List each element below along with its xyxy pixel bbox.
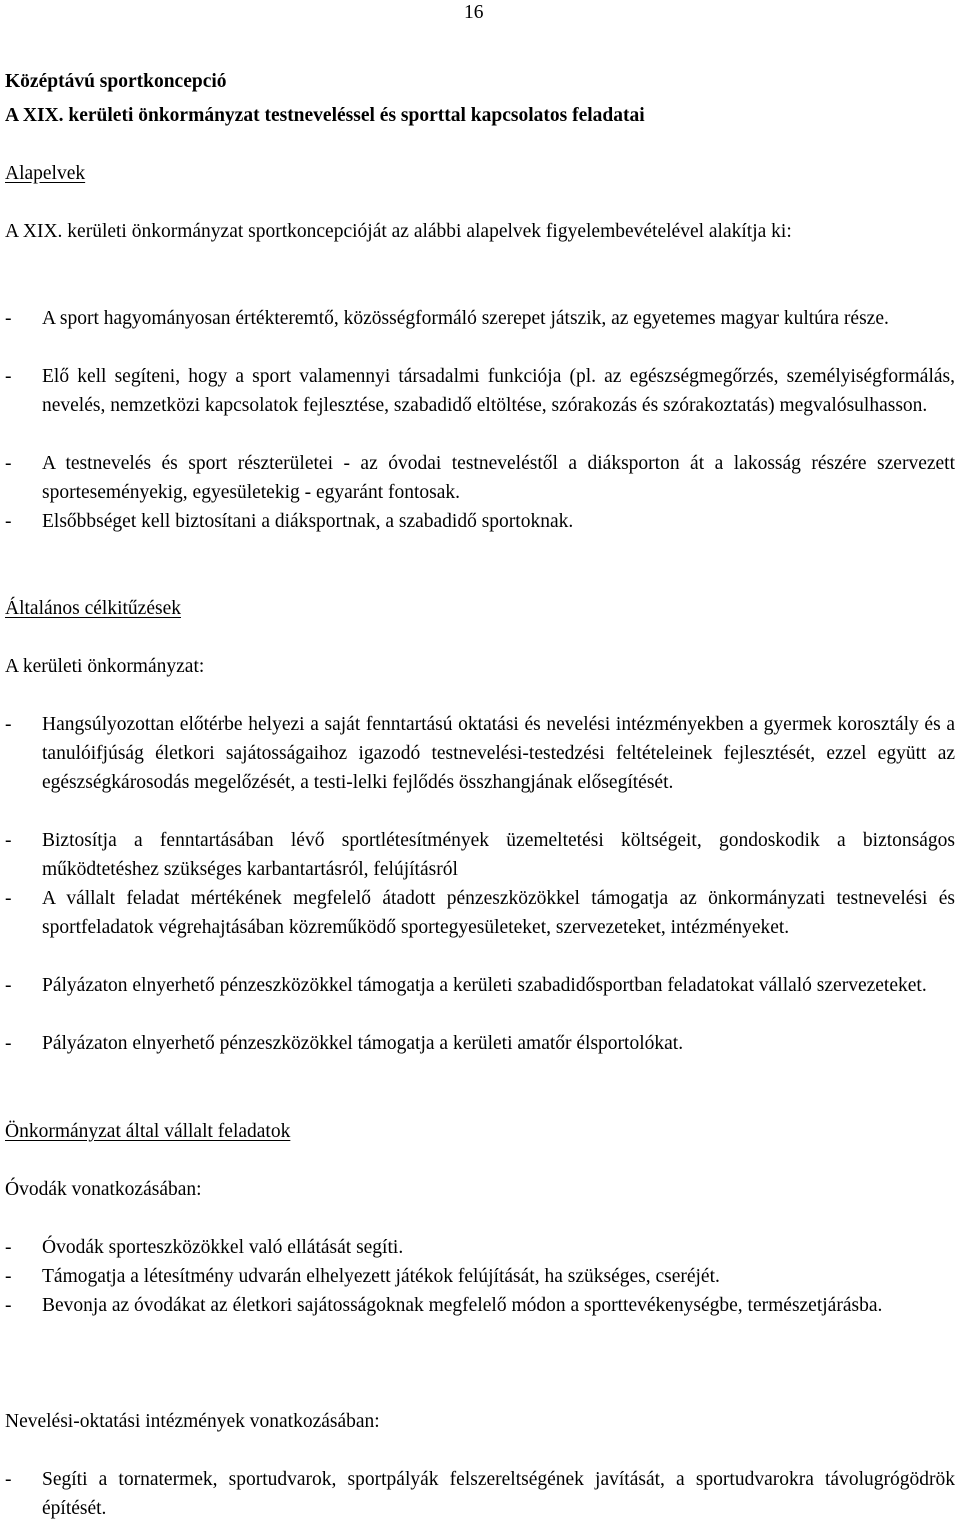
alapelvek-list-item <box>5 304 955 333</box>
list-dash: - <box>5 888 12 909</box>
list-dash: - <box>5 511 12 532</box>
list-dash: - <box>5 975 12 996</box>
ovodak-subheading: Óvodák vonatkozásában: <box>5 1179 202 1200</box>
list-item-text: A testnevelés és sport részterületei - az óvodai testneveléstől a diáksporton át a lakosság részére szervezett sporteseményekig, egyesületekig - egyaránt fontosak. <box>42 453 955 503</box>
list-dash: - <box>5 714 12 735</box>
ovodak-list-item <box>5 1262 955 1291</box>
celkituzesek-list-item <box>5 826 955 884</box>
celkituzesek-list-item <box>5 884 955 942</box>
list-item-text: Támogatja a létesítmény udvarán elhelyezett játékok felújítását, ha szükséges, cseréjét. <box>42 1266 720 1287</box>
list-item-text: Pályázaton elnyerhető pénzeszközökkel támogatja a kerületi amatőr élsportolókat. <box>42 1033 684 1054</box>
celkituzesek-list-item <box>5 710 955 797</box>
list-dash: - <box>5 453 12 474</box>
list-dash: - <box>5 830 12 851</box>
list-dash: - <box>5 1469 12 1490</box>
list-item-text: A vállalt feladat mértékének megfelelő átadott pénzeszközökkel támogatja az önkormányzati testnevelési és sportfeladatok végrehajtásában közreműködő sportegyesületeket, szervezeteket, intézményeket. <box>42 888 955 938</box>
list-item-text: A sport hagyományosan értékteremtő, közösségformáló szerepet játszik, az egyetemes magyar kultúra része. <box>42 308 889 329</box>
list-item-text: Elő kell segíteni, hogy a sport valamennyi társadalmi funkciója (pl. az egészségmegőrzés, személyiségformálás, nevelés, nemzetközi kapcsolatok fejlesztése, szabadidő eltöltése, szórakozás és szórakoztatás) megvalósulhasson. <box>42 366 955 416</box>
list-item-text: Elsőbbséget kell biztosítani a diáksportnak, a szabadidő sportoknak. <box>42 511 574 532</box>
alapelvek-list-item <box>5 449 955 507</box>
list-item-text: Óvodák sporteszközökkel való ellátását segíti. <box>42 1237 404 1258</box>
alapelvek-list-item <box>5 507 955 536</box>
list-dash: - <box>5 1237 12 1258</box>
document-subtitle: A XIX. kerületi önkormányzat testneveléssel és sporttal kapcsolatos feladatai <box>5 105 645 126</box>
alapelvek-heading: Alapelvek <box>5 163 86 184</box>
celkituzesek-intro: A kerületi önkormányzat: <box>5 656 205 677</box>
alapelvek-list-item <box>5 362 955 420</box>
celkituzesek-list-item <box>5 971 955 1000</box>
intezmenyek-list-item <box>5 1465 955 1523</box>
celkituzesek-list-item <box>5 1029 955 1058</box>
intezmenyek-subheading: Nevelési-oktatási intézmények vonatkozásában: <box>5 1411 380 1432</box>
page-number: 16 <box>464 2 484 23</box>
alapelvek-intro: A XIX. kerületi önkormányzat sportkoncepcióját az alábbi alapelvek figyelembevételével alakítja ki: <box>5 221 792 242</box>
list-dash: - <box>5 366 12 387</box>
list-dash: - <box>5 1033 12 1054</box>
feladatok-heading: Önkormányzat által vállalt feladatok <box>5 1121 291 1142</box>
list-item-text: Biztosítja a fenntartásában lévő sportlétesítmények üzemeltetési költségeit, gondoskodik a biztonságos működtetéshez szükséges karbantartásról, felújításról <box>42 830 955 880</box>
list-dash: - <box>5 1266 12 1287</box>
ovodak-list-item <box>5 1233 955 1262</box>
list-item-text: Pályázaton elnyerhető pénzeszközökkel támogatja a kerületi szabadidősportban feladatokat vállaló szervezeteket. <box>42 975 927 996</box>
document-title: Középtávú sportkoncepció <box>5 71 227 92</box>
list-item-text: Hangsúlyozottan előtérbe helyezi a saját fenntartású oktatási és nevelési intézményekben a gyermek korosztály és a tanulóifjúság életkori sajátosságaihoz igazodó testnevelési-testedzési feltételeinek fejlesztését, ezzel együtt az egészségkárosodás megelőzését, a testi-lelki fejlődés összhangjának elősegítését. <box>42 714 955 793</box>
celkituzesek-heading: Általános célkitűzések <box>5 598 181 619</box>
list-item-text: Segíti a tornatermek, sportudvarok, sportpályák felszereltségének javítását, a sportudvarokra távolugrógödrök építését. <box>42 1469 955 1519</box>
ovodak-list-item <box>5 1291 955 1320</box>
list-item-text: Bevonja az óvodákat az életkori sajátosságoknak megfelelő módon a sporttevékenységbe, természetjárásba. <box>42 1295 883 1316</box>
list-dash: - <box>5 308 12 329</box>
list-dash: - <box>5 1295 12 1316</box>
